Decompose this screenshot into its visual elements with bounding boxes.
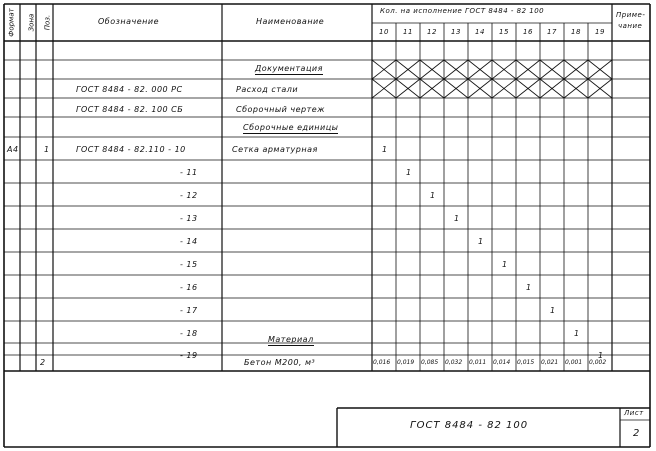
variant-header-11: 11 (403, 28, 413, 36)
table-grid (4, 4, 650, 447)
material-position: 2 (40, 358, 46, 367)
zone-column-header: Зона (27, 13, 36, 32)
doc-row-1-name: Расход стали (236, 85, 299, 94)
variant-header-17: 17 (547, 28, 557, 36)
variant-header-12: 12 (427, 28, 437, 36)
assembly-row-designation: - 16 (180, 283, 198, 292)
material-value: 0,021 (541, 359, 559, 366)
assembly-row-quantity: 1 (382, 145, 388, 154)
material-value: 0,015 (517, 359, 535, 366)
assembly-row-designation: - 13 (180, 214, 198, 223)
assembly-row-designation: - 14 (180, 237, 198, 246)
assembly-row-designation: - 17 (180, 306, 198, 315)
title-block-sheet-label: Лист (624, 409, 644, 417)
variant-header-13: 13 (451, 28, 461, 36)
assembly-row-quantity: 1 (454, 214, 460, 223)
material-value: 0,085 (421, 359, 439, 366)
material-value: 0,032 (445, 359, 463, 366)
variant-header-18: 18 (571, 28, 581, 36)
position-column-header: Поз. (43, 14, 52, 31)
section-assemblies: Сборочные единицы (243, 123, 339, 132)
assembly-row-position: 1 (44, 145, 50, 154)
section-documentation: Документация (255, 64, 323, 73)
format-column-header: Формат (7, 8, 16, 37)
material-value: 0,019 (397, 359, 415, 366)
assembly-row-format: А4 (7, 145, 19, 154)
title-block-designation: ГОСТ 8484 - 82 100 (410, 420, 529, 431)
assembly-row-designation: - 12 (180, 191, 198, 200)
note-column-header-line2: чание (618, 22, 643, 30)
quantity-group-header: Кол. на исполнение ГОСТ 8484 - 82 100 (380, 7, 545, 15)
assembly-row-designation: - 19 (180, 351, 198, 360)
assembly-row-quantity: 1 (574, 329, 580, 338)
title-block-sheet-number: 2 (633, 428, 640, 439)
assembly-row-quantity: 1 (406, 168, 412, 177)
assembly-row-quantity: 1 (526, 283, 532, 292)
variant-header-16: 16 (523, 28, 533, 36)
variant-header-10: 10 (379, 28, 389, 36)
designation-column-header: Обозначение (98, 17, 160, 26)
variant-header-15: 15 (499, 28, 509, 36)
variant-header-19: 19 (595, 28, 605, 36)
material-name: Бетон М200, м³ (244, 358, 316, 367)
assembly-row-quantity: 1 (502, 260, 508, 269)
doc-row-2-name: Сборочный чертеж (236, 105, 325, 114)
assembly-row-name: Сетка арматурная (232, 145, 318, 154)
assembly-row-quantity: 1 (430, 191, 436, 200)
assembly-row-designation: - 18 (180, 329, 198, 338)
material-value: 0,016 (373, 359, 391, 366)
doc-row-1-designation: ГОСТ 8484 - 82. 000 РС (76, 85, 183, 94)
section-materials: Материал (268, 335, 314, 344)
assembly-row-quantity: 1 (550, 306, 556, 315)
doc-row-2-designation: ГОСТ 8484 - 82. 100 СБ (76, 105, 184, 114)
material-value: 0,002 (589, 359, 607, 366)
material-value: 0,011 (469, 359, 487, 366)
assembly-row-designation: - 11 (180, 168, 198, 177)
assembly-row-quantity: 1 (598, 351, 604, 360)
assembly-row-designation: ГОСТ 8484 - 82.110 - 10 (76, 145, 186, 154)
assembly-row-quantity: 1 (478, 237, 484, 246)
name-column-header: Наименование (256, 17, 325, 26)
assembly-row-designation: - 15 (180, 260, 198, 269)
material-value: 0,001 (565, 359, 583, 366)
variant-header-14: 14 (475, 28, 485, 36)
material-value: 0,014 (493, 359, 511, 366)
note-column-header-line1: Приме- (616, 11, 646, 19)
